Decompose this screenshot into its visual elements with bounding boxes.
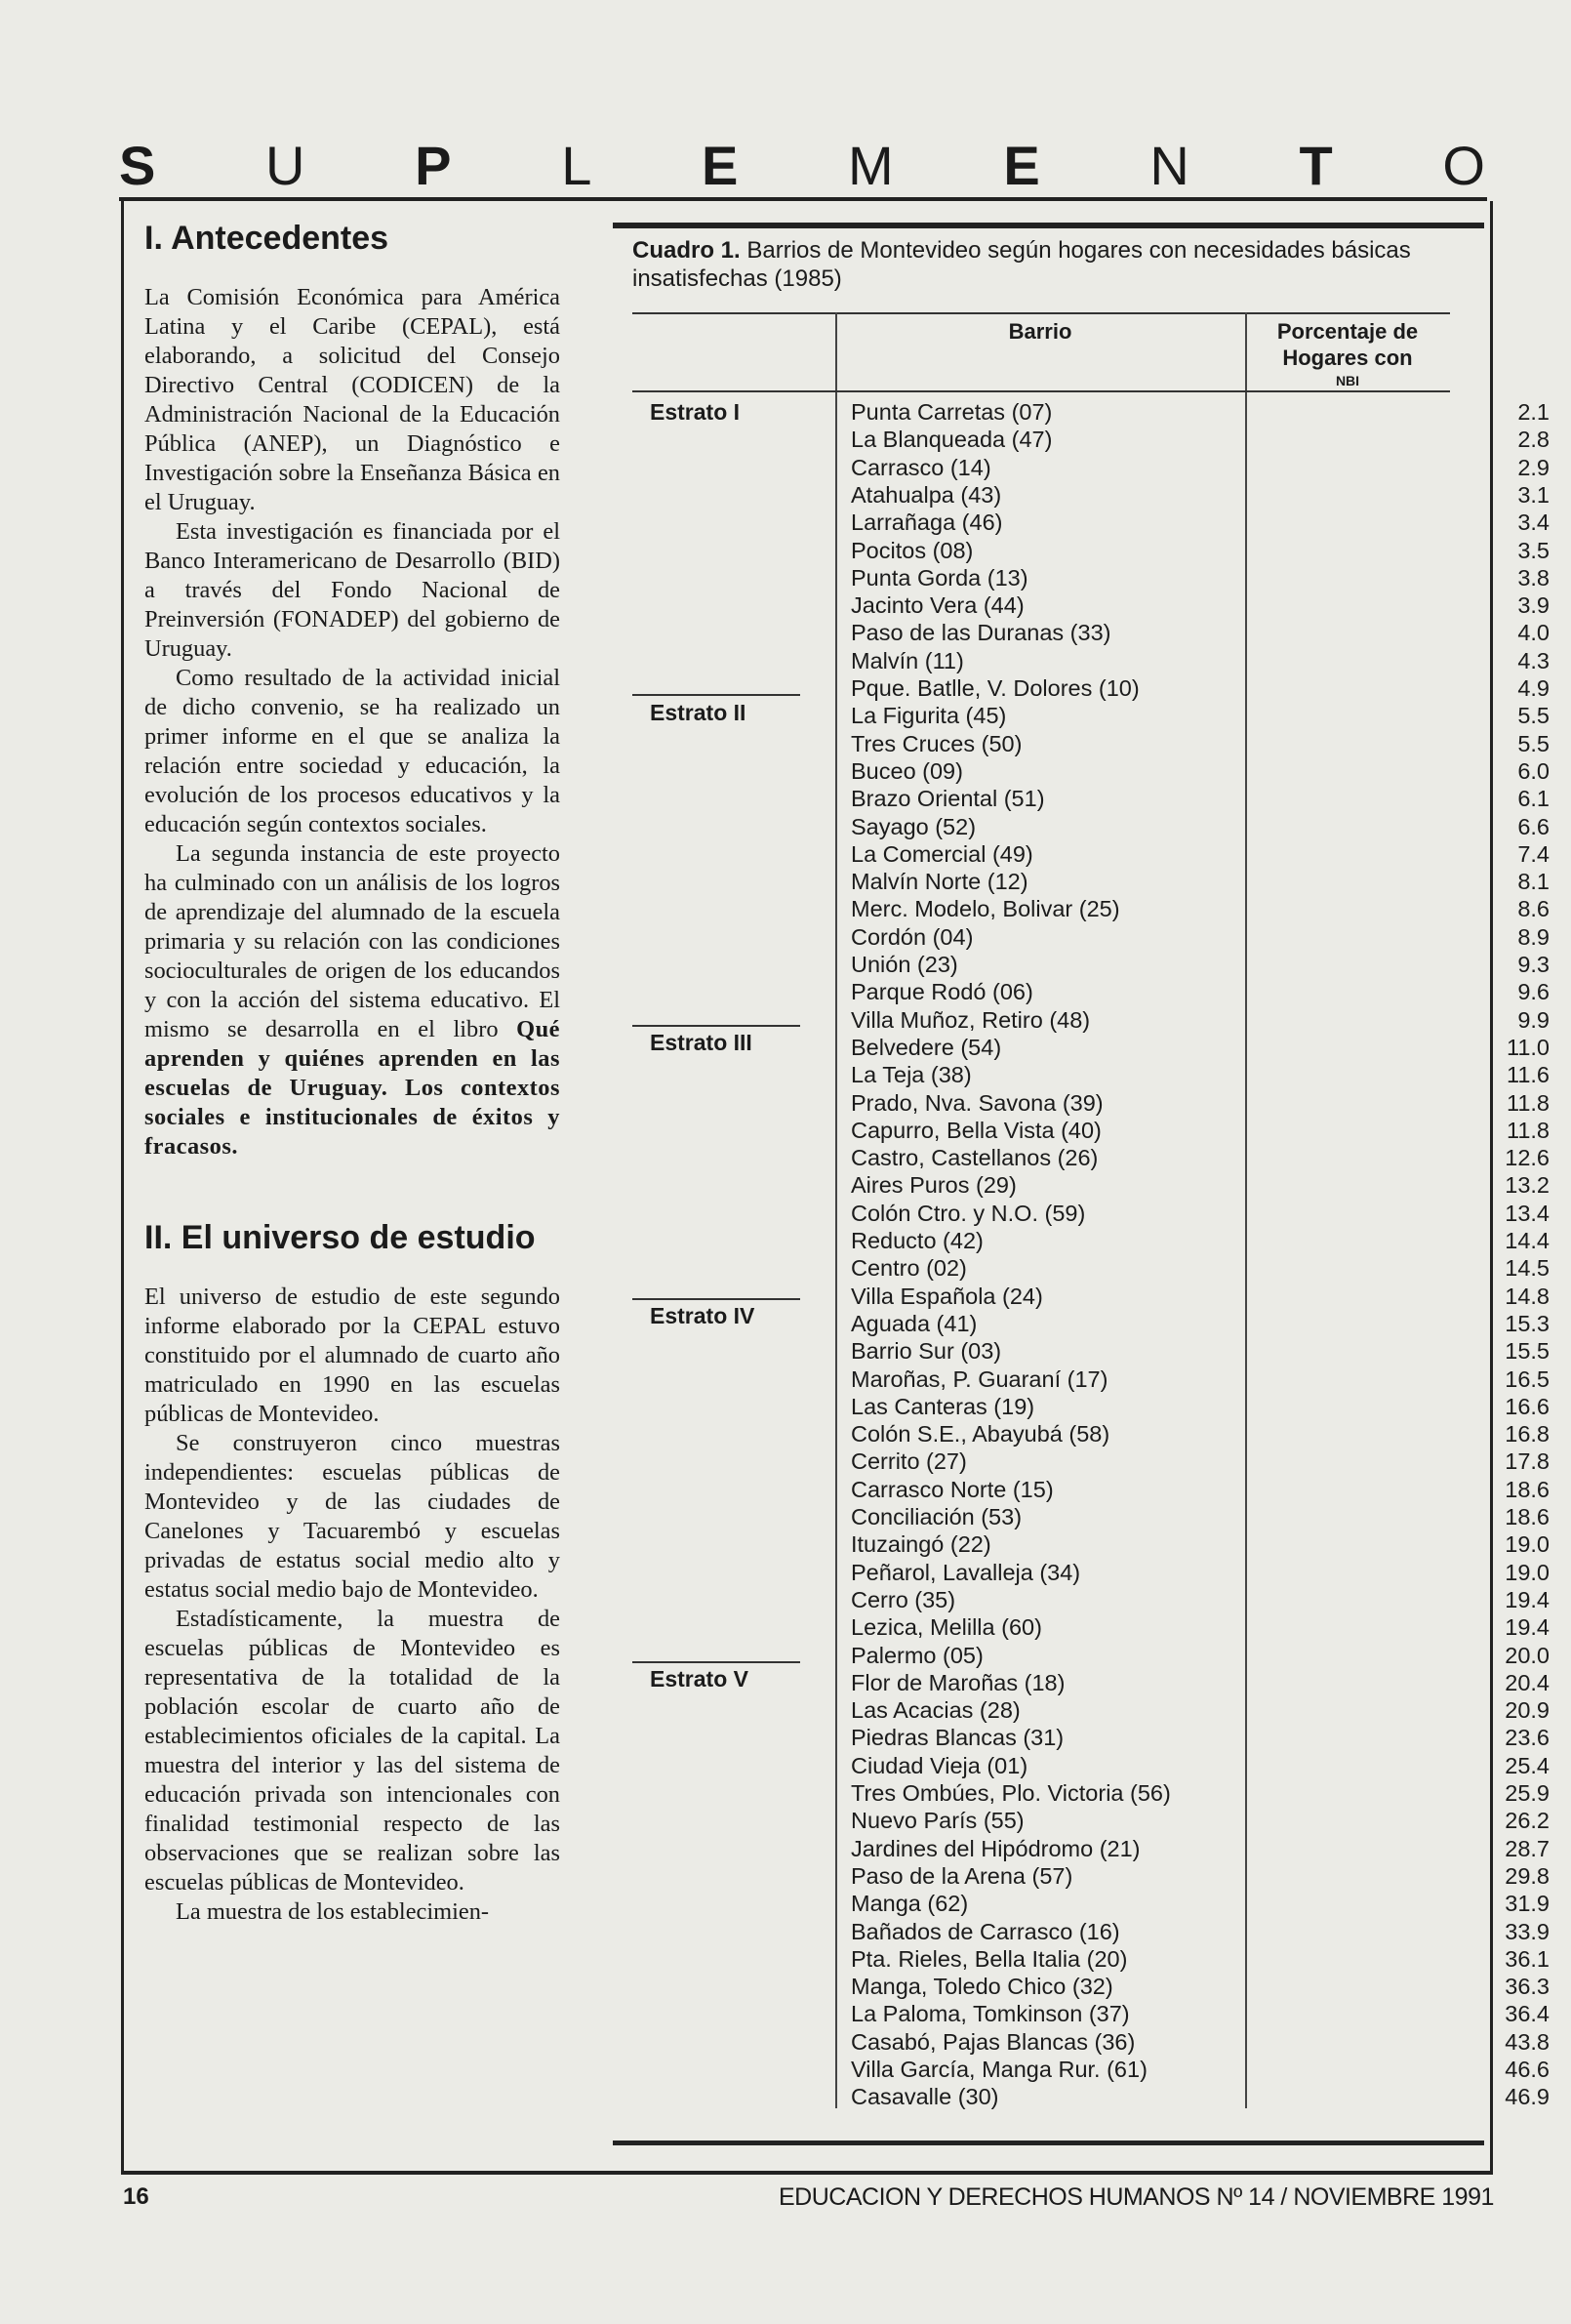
nbi-percentage: 3.4	[1517, 510, 1550, 536]
nbi-percentage: 29.8	[1505, 1862, 1550, 1889]
barrio-name: Jardines del Hipódromo (21)	[851, 1835, 1141, 1861]
table-row	[851, 1171, 1550, 1199]
nbi-percentage: 5.5	[1517, 730, 1550, 756]
column-header-nbi: NBI	[1335, 373, 1360, 388]
barrio-name: Conciliación (53)	[851, 1504, 1023, 1529]
barrio-name: Punta Gorda (13)	[851, 564, 1028, 591]
barrio-name: Larrañaga (46)	[851, 510, 1003, 536]
table-row	[851, 1918, 1550, 1945]
barrio-name: Parque Rodó (06)	[851, 979, 1033, 1005]
barrio-name: Colón S.E., Abayubá (58)	[851, 1421, 1110, 1447]
table-cuadro-1	[613, 223, 1550, 2145]
nbi-percentage: 9.3	[1517, 952, 1550, 977]
table-row	[851, 591, 1550, 619]
nbi-percentage: 43.8	[1505, 2028, 1550, 2055]
stratum-rule	[632, 1298, 800, 1300]
nbi-percentage: 8.9	[1517, 923, 1550, 950]
stratum-rule	[632, 1025, 800, 1027]
table-row	[851, 1669, 1550, 1696]
nbi-percentage: 26.2	[1505, 1808, 1550, 1834]
table-row	[851, 1337, 1550, 1365]
table-row	[851, 2083, 1550, 2110]
table-row	[851, 1117, 1550, 1144]
table-row	[851, 674, 1550, 702]
barrio-name: Cordón (04)	[851, 923, 974, 950]
nbi-percentage: 20.0	[1505, 1642, 1550, 1668]
stratum-label: Estrato II	[650, 700, 746, 725]
nbi-percentage: 11.8	[1507, 1117, 1550, 1143]
barrio-name: Bañados de Carrasco (16)	[851, 1918, 1120, 1944]
section-title-universo: II. El universo de estudio	[144, 1219, 536, 1256]
table-row	[851, 1559, 1550, 1586]
table-row	[851, 868, 1550, 895]
header-letter: S	[119, 135, 156, 196]
table-row	[851, 454, 1550, 481]
table-row	[851, 1034, 1550, 1061]
barrio-name: Capurro, Bella Vista (40)	[851, 1117, 1102, 1143]
stratum-rule	[632, 694, 800, 696]
column-divider-left	[835, 312, 837, 2108]
nbi-percentage: 16.6	[1505, 1393, 1550, 1419]
nbi-percentage: 11.0	[1507, 1034, 1550, 1060]
nbi-percentage: 11.8	[1507, 1089, 1550, 1116]
nbi-percentage: 20.4	[1505, 1669, 1550, 1695]
table-row	[851, 730, 1550, 757]
barrio-name: La Figurita (45)	[851, 703, 1007, 729]
header-letter: M	[848, 135, 894, 196]
column-header-hogares: Hogares con	[1282, 346, 1413, 370]
nbi-percentage: 2.8	[1517, 427, 1550, 453]
nbi-percentage: 18.6	[1505, 1504, 1550, 1529]
nbi-percentage: 6.0	[1517, 757, 1550, 784]
barrio-name: Tres Ombúes, Plo. Victoria (56)	[851, 1780, 1171, 1806]
barrio-name: Prado, Nva. Savona (39)	[851, 1089, 1104, 1116]
nbi-percentage: 23.6	[1505, 1725, 1550, 1751]
table-row	[851, 1530, 1550, 1558]
table-row	[851, 1254, 1550, 1282]
barrio-name: Paso de la Arena (57)	[851, 1862, 1073, 1889]
barrio-name: Belvedere (54)	[851, 1034, 1002, 1060]
nbi-percentage: 28.7	[1505, 1835, 1550, 1861]
nbi-percentage: 46.6	[1505, 2057, 1550, 2082]
barrio-name: Las Acacias (28)	[851, 1697, 1021, 1724]
nbi-percentage: 9.9	[1517, 1006, 1550, 1033]
barrio-name: Flor de Maroñas (18)	[851, 1669, 1066, 1695]
table-row	[851, 398, 1550, 426]
nbi-percentage: 11.6	[1507, 1062, 1550, 1088]
paragraph: Como resultado de la actividad inicial de dicho convenio, se ha realizado un primer informe en el que se analiza la relación entre sociedad y educación, la evolución de los procesos educativos y la educación según contextos sociales.	[144, 665, 560, 837]
nbi-percentage: 9.6	[1517, 979, 1550, 1005]
nbi-percentage: 12.6	[1505, 1145, 1550, 1171]
paragraph-text: La segunda instancia de este proyecto ha culminado con un análisis de los logros de aprendizaje del alumnado de la escuela primaria y su relación con las condiciones socioculturales de origen de los educandos y con la acción del sistema educativo. El mismo se desarrolla en el libro	[144, 840, 560, 1042]
barrio-name: Casavalle (30)	[851, 2084, 999, 2110]
table-row	[851, 1283, 1550, 1310]
stratum-label: Estrato I	[650, 399, 741, 425]
barrio-name: Piedras Blancas (31)	[851, 1725, 1065, 1751]
nbi-percentage: 18.6	[1505, 1476, 1550, 1502]
table-row	[851, 426, 1550, 453]
page-number: 16	[123, 2183, 149, 2210]
table-top-rule	[613, 223, 1484, 228]
barrio-name: Jacinto Vera (44)	[851, 592, 1025, 619]
barrio-name: La Blanqueada (47)	[851, 427, 1053, 453]
nbi-percentage: 8.6	[1517, 896, 1550, 922]
table-row	[851, 785, 1550, 812]
table-row	[851, 1144, 1550, 1171]
paragraph: La Comisión Económica para América Latina y el Caribe (CEPAL), está elaborando, a solicitud del Consejo Directivo Central (CODICEN) de la Administración Nacional de la Educación Pública (ANEP), un Diagnóstico e Investigación sobre la Enseñanza Básica en el Uruguay.	[144, 284, 560, 515]
table-row	[851, 1393, 1550, 1420]
header-letter: U	[265, 135, 305, 196]
publication-footer: EDUCACION Y DERECHOS HUMANOS Nº 14 / NOVIEMBRE 1991	[779, 2183, 1494, 2211]
table-row	[851, 1586, 1550, 1613]
barrio-name: Tres Cruces (50)	[851, 730, 1023, 756]
nbi-percentage: 15.5	[1505, 1338, 1550, 1365]
barrio-name: Barrio Sur (03)	[851, 1338, 1002, 1365]
nbi-percentage: 2.9	[1517, 454, 1550, 480]
section-title-antecedentes: I. Antecedentes	[144, 220, 389, 257]
barrio-name: Unión (23)	[851, 952, 958, 977]
nbi-percentage: 16.8	[1505, 1421, 1550, 1447]
barrio-name: Nuevo París (55)	[851, 1808, 1025, 1834]
nbi-percentage: 19.0	[1505, 1531, 1550, 1558]
header-letter: E	[702, 135, 739, 196]
barrio-name: Carrasco (14)	[851, 454, 991, 480]
nbi-percentage: 19.4	[1505, 1614, 1550, 1641]
table-row	[851, 1642, 1550, 1669]
table-row	[851, 1973, 1550, 2000]
barrio-name: Peñarol, Lavalleja (34)	[851, 1559, 1081, 1585]
table-row	[851, 1310, 1550, 1337]
barrio-name: Paso de las Duranas (33)	[851, 620, 1111, 646]
table-row	[851, 840, 1550, 868]
nbi-percentage: 15.3	[1505, 1310, 1550, 1336]
nbi-percentage: 36.3	[1505, 1974, 1550, 2000]
nbi-percentage: 3.8	[1517, 564, 1550, 591]
barrio-name: Lezica, Melilla (60)	[851, 1614, 1042, 1641]
header-letter: T	[1299, 135, 1333, 196]
barrio-name: Manga (62)	[851, 1891, 969, 1917]
barrio-name: Pta. Rieles, Bella Italia (20)	[851, 1945, 1128, 1972]
barrio-name: Aires Puros (29)	[851, 1172, 1017, 1199]
table-row	[851, 1366, 1550, 1393]
barrio-name: Reducto (42)	[851, 1228, 984, 1253]
table-row	[851, 1420, 1550, 1447]
nbi-percentage: 20.9	[1505, 1697, 1550, 1724]
barrio-name: Villa Española (24)	[851, 1283, 1043, 1309]
paragraph: Estadísticamente, la muestra de escuelas públicas de Montevideo es representativa de la totalidad de la población escolar de cuarto año de establecimientos oficiales de la capital. La muestra del interior y las del sistema de educación privada son intencionales con finalidad testimonial respecto de las observaciones que se realizan sobre las escuelas públicas de Montevideo.	[144, 1606, 560, 1896]
table-row	[851, 647, 1550, 674]
barrio-name: Aguada (41)	[851, 1310, 978, 1336]
barrio-name: Cerro (35)	[851, 1586, 956, 1612]
nbi-percentage: 17.8	[1505, 1448, 1550, 1475]
nbi-percentage: 5.5	[1517, 703, 1550, 729]
table-row	[851, 1696, 1550, 1724]
table-row	[851, 813, 1550, 840]
table-row	[851, 1006, 1550, 1034]
barrio-name: Villa García, Manga Rur. (61)	[851, 2057, 1148, 2082]
nbi-percentage: 33.9	[1505, 1918, 1550, 1944]
table-caption	[632, 236, 1471, 293]
nbi-percentage: 25.4	[1505, 1752, 1550, 1778]
barrio-name: Sayago (52)	[851, 813, 977, 839]
book-title: Qué aprenden y quiénes aprenden en las escuelas de Uruguay. Los contextos sociales e institucionales de éxitos y fracasos.	[144, 1016, 560, 1160]
barrio-name: Brazo Oriental (51)	[851, 786, 1045, 812]
table-row	[851, 1089, 1550, 1117]
barrio-name: Ituzaingó (22)	[851, 1531, 991, 1558]
table-row	[851, 978, 1550, 1005]
nbi-percentage: 14.5	[1505, 1255, 1550, 1282]
header-letter: P	[415, 135, 452, 196]
nbi-percentage: 13.2	[1505, 1172, 1550, 1199]
table-row	[851, 619, 1550, 646]
table-row	[851, 923, 1550, 951]
nbi-percentage: 19.4	[1505, 1586, 1550, 1612]
barrio-name: La Comercial (49)	[851, 840, 1033, 867]
table-row	[851, 481, 1550, 509]
table-row	[851, 2028, 1550, 2056]
table-row	[851, 951, 1550, 978]
barrio-name: Palermo (05)	[851, 1642, 984, 1668]
nbi-percentage: 36.1	[1505, 1945, 1550, 1972]
nbi-percentage: 46.9	[1505, 2084, 1550, 2110]
barrio-name: Colón Ctro. y N.O. (59)	[851, 1200, 1086, 1226]
paragraph	[144, 839, 560, 1162]
barrio-name: Pocitos (08)	[851, 537, 974, 563]
supplement-header	[119, 137, 1485, 203]
nbi-percentage: 3.9	[1517, 592, 1550, 619]
barrio-name: Pque. Batlle, V. Dolores (10)	[851, 675, 1140, 701]
nbi-percentage: 2.1	[1517, 399, 1550, 425]
barrio-name: Atahualpa (43)	[851, 481, 1002, 508]
barrio-name: Ciudad Vieja (01)	[851, 1752, 1028, 1778]
barrio-name: Buceo (09)	[851, 757, 963, 784]
nbi-percentage: 3.5	[1517, 537, 1550, 563]
table-row	[851, 1613, 1550, 1641]
nbi-percentage: 25.9	[1505, 1780, 1550, 1806]
barrio-name: La Paloma, Tomkinson (37)	[851, 2001, 1130, 2027]
barrio-name: Carrasco Norte (15)	[851, 1476, 1054, 1502]
table-row	[851, 564, 1550, 591]
table-row	[851, 1447, 1550, 1475]
nbi-percentage: 6.1	[1517, 786, 1550, 812]
table-row	[851, 1752, 1550, 1779]
nbi-percentage: 19.0	[1505, 1559, 1550, 1585]
table-row	[851, 1945, 1550, 1973]
paragraph: Se construyeron cinco muestras independientes: escuelas públicas de Montevideo y de las ciudades de Canelones y Tacuarembó y escuelas privadas de estatus social medio alto y estatus social medio bajo de Montevideo.	[144, 1430, 560, 1603]
table-row	[851, 2056, 1550, 2083]
table-row	[851, 1779, 1550, 1807]
barrio-name: Centro (02)	[851, 1255, 967, 1282]
header-title	[119, 137, 1485, 195]
table-row	[851, 1807, 1550, 1834]
table-row	[851, 895, 1550, 922]
table-header-top-rule	[632, 312, 1450, 314]
table-row	[851, 1200, 1550, 1227]
paragraph: Esta investigación es financiada por el Banco Interamericano de Desarrollo (BID) a través del Fondo Nacional de Preinversión (FONADEP) del gobierno de Uruguay.	[144, 518, 560, 662]
barrio-name: Villa Muñoz, Retiro (48)	[851, 1006, 1091, 1033]
stratum-label: Estrato III	[650, 1030, 752, 1055]
nbi-percentage: 4.3	[1517, 647, 1550, 673]
caption-label: Cuadro 1.	[632, 237, 741, 264]
barrio-name: Punta Carretas (07)	[851, 399, 1053, 425]
nbi-percentage: 4.0	[1517, 620, 1550, 646]
table-row	[851, 537, 1550, 564]
barrio-name: Manga, Toledo Chico (32)	[851, 1974, 1113, 2000]
nbi-percentage: 36.4	[1505, 2001, 1550, 2027]
nbi-percentage: 7.4	[1517, 840, 1550, 867]
column-header-barrio: Barrio	[1008, 319, 1072, 344]
header-letter: N	[1149, 135, 1189, 196]
barrio-name: Merc. Modelo, Bolivar (25)	[851, 896, 1120, 922]
table-row	[851, 1476, 1550, 1503]
table-row	[851, 2000, 1550, 2027]
paragraph: El universo de estudio de este segundo informe elaborado por la CEPAL estuvo constituido por el alumnado de cuarto año matriculado en 1990 en las escuelas públicas de Montevideo.	[144, 1284, 560, 1427]
caption-text: Barrios de Montevideo según hogares con necesidades básicas insatisfechas (1985)	[632, 237, 1411, 292]
table-bottom-rule	[613, 2141, 1484, 2145]
stratum-rule	[632, 1661, 800, 1663]
barrio-name: Casabó, Pajas Blancas (36)	[851, 2028, 1136, 2055]
nbi-percentage: 3.1	[1517, 481, 1550, 508]
nbi-percentage: 31.9	[1505, 1891, 1550, 1917]
nbi-percentage: 14.8	[1505, 1283, 1550, 1309]
table-row	[851, 1835, 1550, 1862]
header-letter: E	[1003, 135, 1040, 196]
table-row	[851, 1227, 1550, 1254]
stratum-label: Estrato IV	[650, 1303, 755, 1328]
table-row	[851, 1061, 1550, 1088]
table-header-bottom-rule	[632, 390, 1450, 392]
nbi-percentage: 4.9	[1517, 675, 1550, 701]
barrio-name: Malvín (11)	[851, 647, 964, 673]
table-row	[851, 757, 1550, 785]
stratum-label: Estrato V	[650, 1666, 748, 1692]
column-header-porcentaje: Porcentaje de	[1276, 319, 1419, 344]
barrio-name: Maroñas, P. Guaraní (17)	[851, 1366, 1108, 1392]
nbi-percentage: 8.1	[1517, 869, 1550, 895]
barrio-name: La Teja (38)	[851, 1062, 972, 1088]
table-row	[851, 1890, 1550, 1917]
paragraph: La muestra de los establecimien-	[176, 1898, 490, 1925]
barrio-name: Las Canteras (19)	[851, 1393, 1035, 1419]
nbi-percentage: 16.5	[1505, 1366, 1550, 1392]
barrio-name: Castro, Castellanos (26)	[851, 1145, 1099, 1171]
header-letter: L	[561, 135, 592, 196]
table-row	[851, 1724, 1550, 1751]
header-letter: O	[1442, 135, 1485, 196]
left-column	[144, 215, 560, 1927]
nbi-percentage: 13.4	[1505, 1200, 1550, 1226]
barrio-name: Cerrito (27)	[851, 1448, 967, 1475]
nbi-percentage: 14.4	[1505, 1228, 1550, 1253]
table-row	[851, 509, 1550, 536]
barrio-name: Malvín Norte (12)	[851, 869, 1028, 895]
table-row	[851, 1862, 1550, 1890]
nbi-percentage: 6.6	[1517, 813, 1550, 839]
table-row	[851, 702, 1550, 729]
table-row	[851, 1503, 1550, 1530]
